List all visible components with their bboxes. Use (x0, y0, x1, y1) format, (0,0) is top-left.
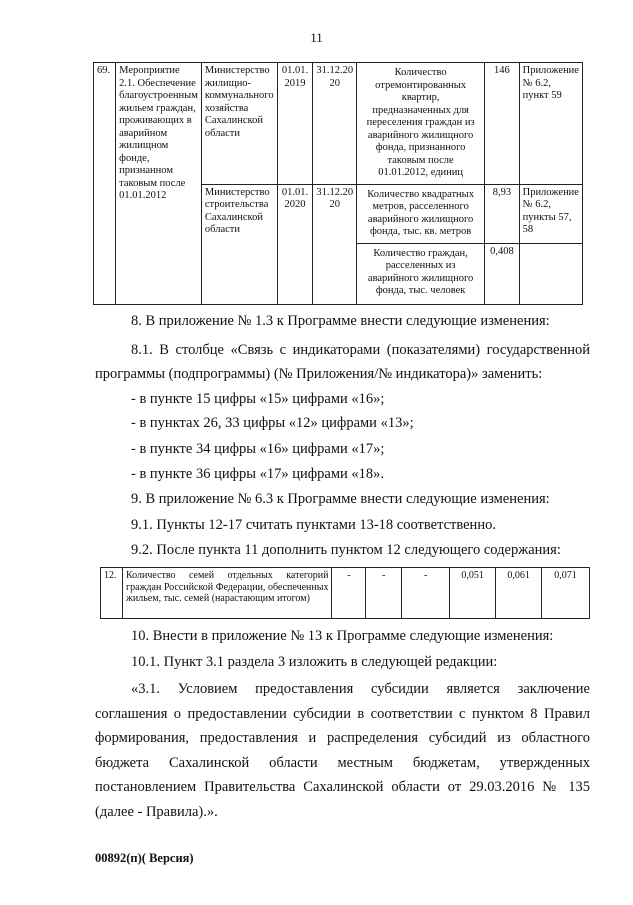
value-cell: 0,051 (450, 568, 496, 619)
value-cell: 8,93 (485, 184, 519, 243)
addition-table (100, 567, 590, 619)
bullet-4: - в пункте 36 цифры «17» цифрами «18». (131, 466, 385, 482)
value-cell: - (366, 568, 402, 619)
value-cell: 0,061 (496, 568, 542, 619)
event-cell: Мероприятие 2.1. Обеспечение благоустроенным жильем граждан, проживающих в аварийном жилищном фонде, признанном таковым после 01.01.2012 (116, 63, 202, 305)
indicator-cell: Количество квадратных метров, расселенного аварийного жилищного фонда, тыс. кв. метров (357, 184, 485, 243)
indicator-cell: Количество граждан, расселенных из аварийного жилищного фонда, тыс. человек (357, 243, 485, 304)
paragraph-8-1: 8.1. В столбце «Связь с индикаторами (показателями) государственной программы (подпрограммы) (№ Приложения/№ индикатора)» заменить: (95, 342, 590, 382)
paragraph-9: 9. В приложение № 6.3 к Программе внести следующие изменения: (131, 491, 550, 507)
executor-cell: Министерство строительства Сахалинской области (201, 184, 277, 304)
indicator-cell: Количество семей отдельных категорий граждан Российской Федерации, обеспеченных жильем, тыс. семей (нарастающим итогом) (122, 568, 332, 619)
indicators-table (93, 62, 583, 305)
bullet-1: - в пункте 15 цифры «15» цифрами «16»; (131, 391, 385, 407)
paragraph-9-2: 9.2. После пункта 11 дополнить пунктом 12 следующего содержания: (131, 542, 561, 558)
executor-cell: Министерство жилищно-коммунального хозяйства Сахалинской области (201, 63, 277, 185)
value-cell: - (402, 568, 450, 619)
end-date-cell: 31.12.20 20 (313, 63, 357, 185)
paragraph-10: 10. Внести в приложение № 13 к Программе следующие изменения: (131, 628, 554, 644)
bullet-2: - в пунктах 26, 33 цифры «12» цифрами «13»; (131, 415, 414, 431)
reference-cell: Приложение № 6.2, пункт 59 (519, 63, 582, 185)
footer-version: 00892(п)( Версия) (95, 851, 194, 865)
start-date-cell: 01.01. 2019 (277, 63, 313, 185)
value-cell: - (332, 568, 366, 619)
paragraph-8: 8. В приложение № 1.3 к Программе внести следующие изменения: (131, 313, 550, 329)
value-cell: 0,408 (485, 243, 519, 304)
reference-cell: Приложение № 6.2, пункты 57, 58 (519, 184, 582, 243)
row-number: 12. (101, 568, 123, 619)
end-date-cell: 31.12.20 20 (313, 184, 357, 304)
paragraph-9-1: 9.1. Пункты 12-17 считать пунктами 13-18 соответственно. (131, 517, 496, 533)
paragraph-3-1: «3.1. Условием предоставления субсидии является заключение соглашения о предоставлении субсидии в соответствии с пунктом 8 Правил формирования, предоставления и распределения субсидий из областного бюджета Сахалинской области местным бюджетам, утвержденных постановлением Правительства Сахалинской области от 29.03.2016 № 135 (далее - Правила).». (95, 681, 590, 820)
value-cell: 0,071 (542, 568, 590, 619)
start-date-cell: 01.01. 2020 (277, 184, 313, 304)
paragraph-10-1: 10.1. Пункт 3.1 раздела 3 изложить в следующей редакции: (131, 654, 498, 670)
table-row (94, 63, 583, 185)
row-number: 69. (94, 63, 116, 305)
table-row (101, 568, 590, 619)
reference-cell (519, 243, 582, 304)
value-cell: 146 (485, 63, 519, 185)
bullet-3: - в пункте 34 цифры «16» цифрами «17»; (131, 441, 385, 457)
indicator-cell: Количество отремонтированных квартир, предназначенных для переселения граждан из аварийного жилищного фонда, признанного таковым после 01.01.2012, единиц (357, 63, 485, 185)
page-number: 11 (310, 30, 323, 45)
